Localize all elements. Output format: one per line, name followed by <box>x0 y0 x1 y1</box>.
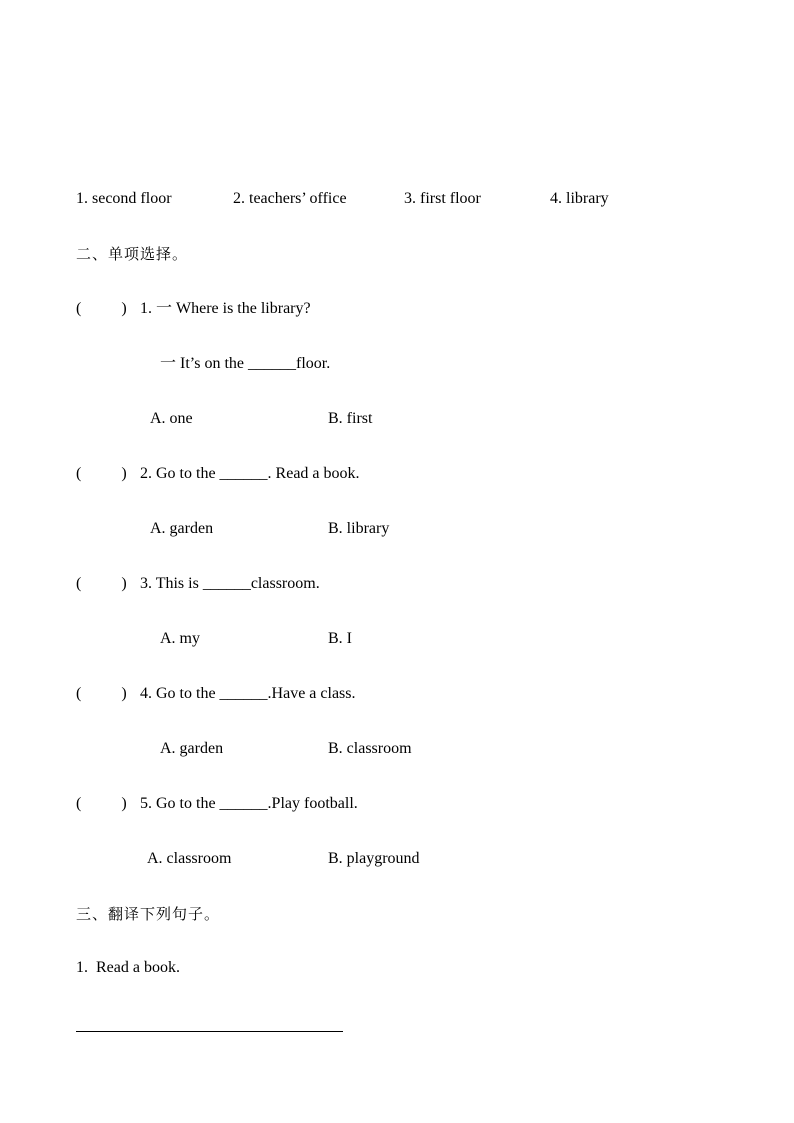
question-3-option-b: B. I <box>328 630 352 647</box>
question-4-option-a: A. garden <box>160 740 224 757</box>
answer-blank-line[interactable] <box>76 1031 343 1032</box>
question-1-option-b: B. first <box>328 410 373 427</box>
question-4-stem: 4. Go to the ______.Have a class. <box>140 685 356 702</box>
question-3-stem: 3. This is ______classroom. <box>140 575 320 592</box>
section-3-title: 三、翻译下列句子。 <box>76 905 221 923</box>
vocab-item-1: 1. second floor <box>76 190 172 207</box>
answer-bracket-2[interactable]: ( ) <box>76 465 127 482</box>
question-1-stem: 1. 一 Where is the library? <box>140 300 311 317</box>
question-2-option-b: B. library <box>328 520 390 537</box>
question-1-response: 一 It’s on the ______floor. <box>160 355 331 372</box>
translate-item-1: 1. Read a book. <box>76 959 180 976</box>
answer-bracket-5[interactable]: ( ) <box>76 795 127 812</box>
question-2-option-a: A. garden <box>150 520 214 537</box>
section-2-title: 二、单项选择。 <box>76 245 189 263</box>
vocab-item-4: 4. library <box>550 190 609 207</box>
answer-bracket-3[interactable]: ( ) <box>76 575 127 592</box>
question-4-option-b: B. classroom <box>328 740 412 757</box>
question-1-option-a: A. one <box>150 410 193 427</box>
vocab-item-3: 3. first floor <box>404 190 481 207</box>
question-5-option-a: A. classroom <box>147 850 232 867</box>
question-5-stem: 5. Go to the ______.Play football. <box>140 795 358 812</box>
answer-bracket-4[interactable]: ( ) <box>76 685 127 702</box>
answer-bracket-1[interactable]: ( ) <box>76 300 127 317</box>
question-3-option-a: A. my <box>160 630 200 647</box>
question-5-option-b: B. playground <box>328 850 420 867</box>
question-2-stem: 2. Go to the ______. Read a book. <box>140 465 360 482</box>
vocab-item-2: 2. teachers’ office <box>233 190 347 207</box>
